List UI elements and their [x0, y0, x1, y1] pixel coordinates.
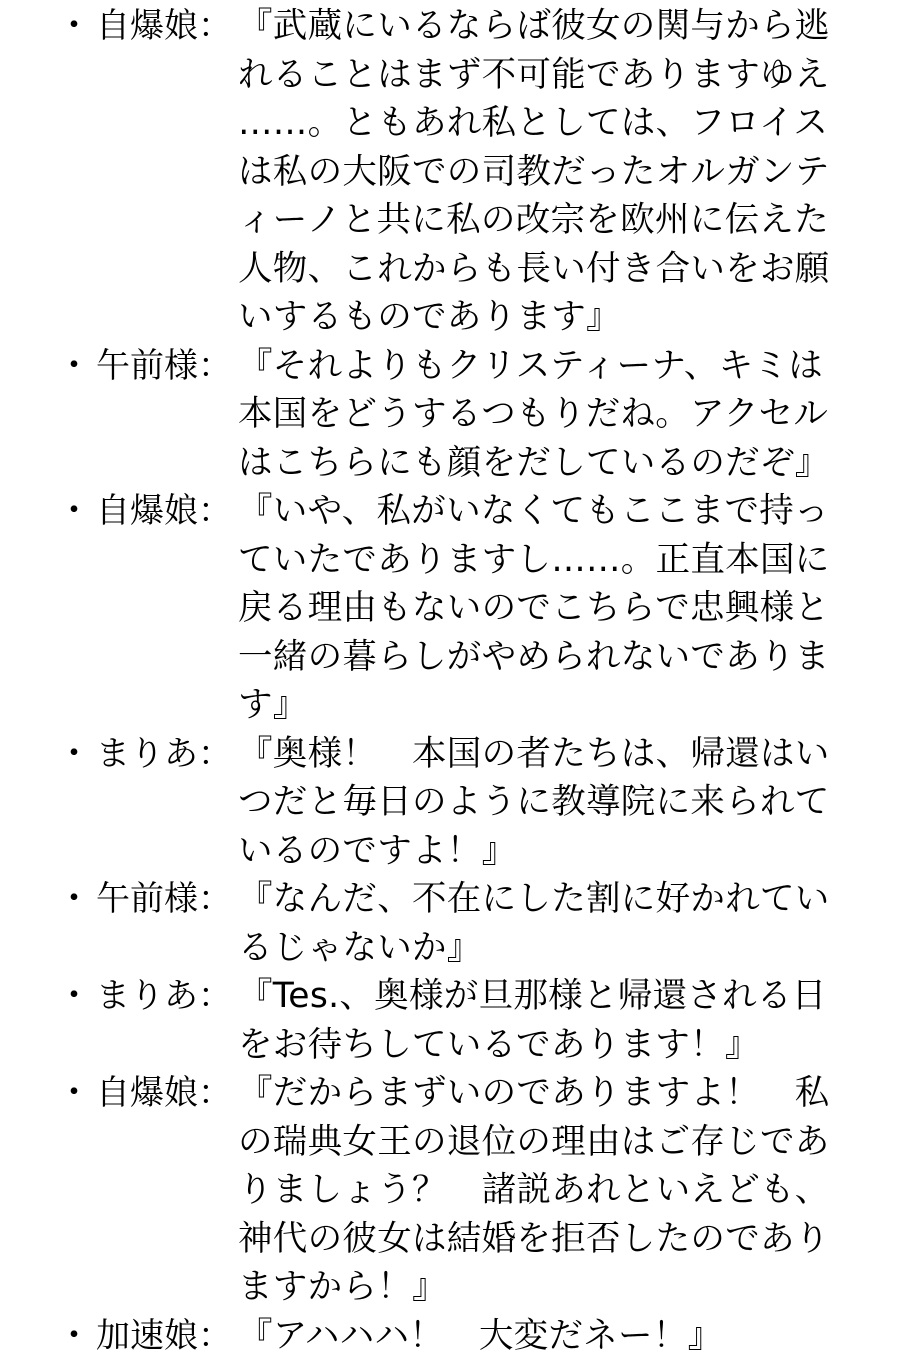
dialogue-text: 『いや、私がいなくてもここまで持っていたでありますし……。正直本国に戻る理由もないのでこちらで忠興様と一緒の暮らしがやめられないであります』	[238, 487, 838, 730]
dialogue-text: 『なんだ、不在にした割に好かれているじゃないか』	[238, 875, 838, 972]
speaker-name: 自爆娘：	[96, 487, 238, 536]
bullet-marker: ・	[0, 1069, 96, 1118]
dialogue-text: 『それよりもクリスティーナ、キミは本国をどうするつもりだね。アクセルはこちらにも顔をだしているのだぞ』	[238, 342, 838, 488]
dialogue-entry	[0, 1069, 912, 1312]
bullet-marker: ・	[0, 730, 96, 779]
dialogue-entry	[0, 1312, 912, 1360]
dialogue-entry	[0, 875, 912, 972]
speaker-name: 午前様：	[96, 875, 238, 924]
dialogue-entry	[0, 342, 912, 488]
dialogue-entry	[0, 2, 912, 342]
bullet-marker: ・	[0, 487, 96, 536]
bullet-marker: ・	[0, 2, 96, 51]
speaker-name: まりあ：	[96, 730, 238, 779]
dialogue-text: 『奥様！ 本国の者たちは、帰還はいつだと毎日のように教導院に来られているのですよ！』	[238, 730, 838, 876]
bullet-marker: ・	[0, 972, 96, 1021]
bullet-marker: ・	[0, 875, 96, 924]
speaker-name: まりあ：	[96, 972, 238, 1021]
dialogue-text: 『武蔵にいるならば彼女の関与から逃れることはまず不可能でありますゆえ……。ともあれ私としては、フロイスは私の大阪での司教だったオルガンティーノと共に私の改宗を欧州に伝えた人物、これからも長い付き合いをお願いするものであります』	[238, 2, 838, 342]
dialogue-text: 『だからまずいのでありますよ！ 私の瑞典女王の退位の理由はご存じでありましょう？ 諸説あれといえども、神代の彼女は結婚を拒否したのでありますから！』	[238, 1069, 838, 1312]
speaker-name: 加速娘：	[96, 1312, 238, 1360]
dialogue-entry	[0, 972, 912, 1069]
dialogue-entry	[0, 730, 912, 876]
dialogue-text: 『アハハハ！ 大変だネー！』	[238, 1312, 838, 1360]
speaker-name: 午前様：	[96, 342, 238, 391]
bullet-marker: ・	[0, 1312, 96, 1360]
speaker-name: 自爆娘：	[96, 1069, 238, 1118]
dialogue-text: 『Tes.、奥様が旦那様と帰還される日をお待ちしているであります！』	[238, 972, 838, 1069]
dialogue-entry	[0, 487, 912, 730]
speaker-name: 自爆娘：	[96, 2, 238, 51]
bullet-marker: ・	[0, 342, 96, 391]
